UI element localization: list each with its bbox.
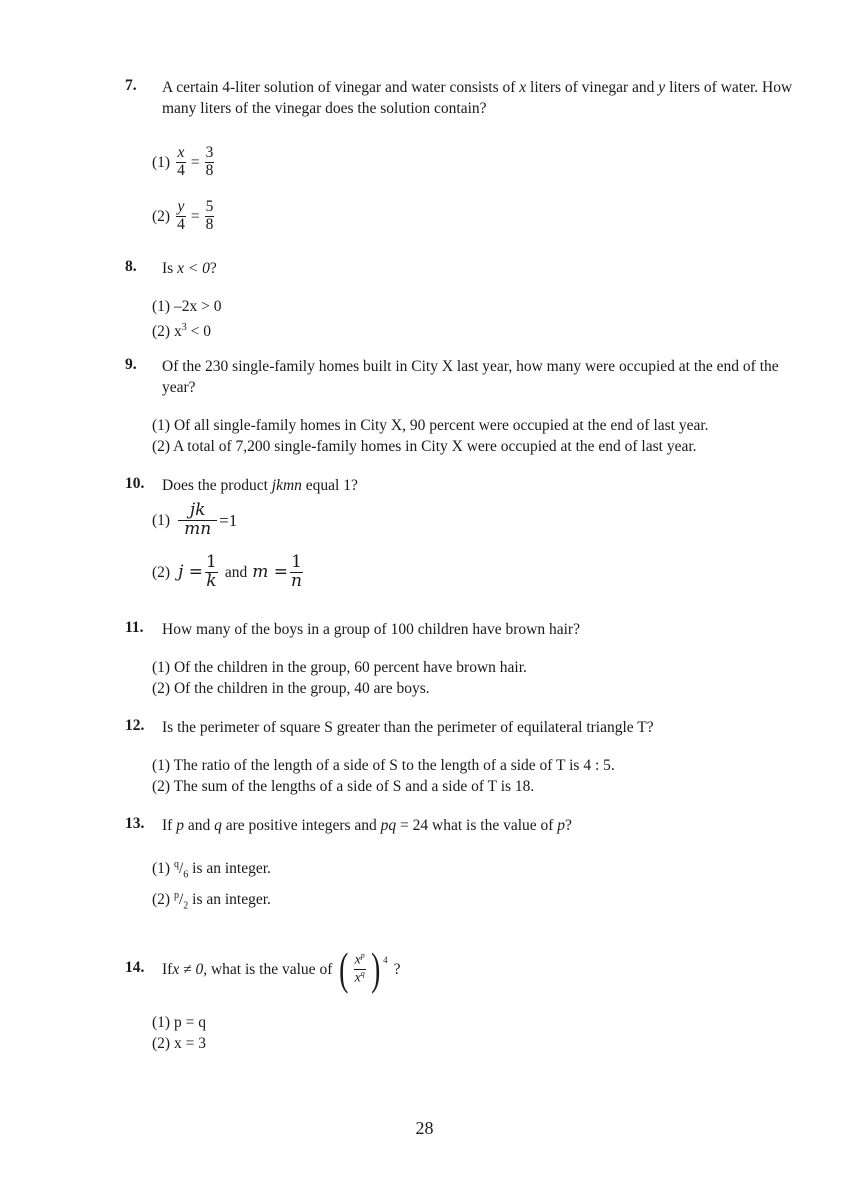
- option-2: (2) The sum of the lengths of a side of S and a side of T is 18.: [152, 778, 535, 795]
- question-number: 7.: [125, 77, 137, 94]
- question-12: [125, 717, 795, 797]
- option-2: (2) $x^3 < 0$: [152, 322, 211, 341]
- question-11: [125, 619, 795, 699]
- option-1: (1) Of the children in the group, 60 percent have brown hair.: [152, 659, 527, 676]
- question-number: 8.: [125, 258, 137, 275]
- option-2: (2) x = 3: [152, 1035, 206, 1052]
- question-7: [125, 77, 795, 243]
- option-2: (2) $\frac{y}{4}$ = $\frac{5}{8}$: [152, 198, 214, 233]
- question-13: [125, 815, 795, 917]
- question-number: 14.: [125, 959, 145, 976]
- options: [152, 496, 795, 600]
- question-text: A certain 4-liter solution of vinegar and water consists of x liters of vinegar and y liters of water. How many liters of the vinegar does the solution contain?: [162, 79, 793, 117]
- question-number: 13.: [125, 815, 145, 832]
- question-number: 12.: [125, 717, 145, 734]
- fraction: $\frac{x^p}{x^q}$: [354, 951, 365, 986]
- fraction: $\frac{5}{8}$: [205, 198, 214, 233]
- option-1: (1) p = q: [152, 1014, 206, 1031]
- options: [152, 657, 795, 699]
- option-1: (1) $^q/_6$ is an integer.: [152, 859, 271, 881]
- question-text: If p and q are positive integers and pq = 24 what is the value of p?: [162, 817, 572, 834]
- question-number: 10.: [125, 475, 145, 492]
- page-number: 28: [415, 1118, 434, 1138]
- option-1: (1) Of all single-family homes in City X, 90 percent were occupied at the end of last year.: [152, 417, 709, 434]
- options: [152, 135, 795, 243]
- question-text: Is x < 0?: [162, 260, 217, 277]
- option-1: (1) –2x > 0: [152, 298, 222, 315]
- option-2: (2) $^p/_2$ is an integer.: [152, 890, 271, 912]
- options: [152, 296, 795, 342]
- options: [152, 854, 795, 917]
- option-1: (1) The ratio of the length of a side of S to the length of a side of T is 4 : 5.: [152, 757, 615, 774]
- question-number: 11.: [125, 619, 144, 636]
- option-2: (2) j = $\frac{1}{k}$ and m = $\frac{1}{n}$: [152, 551, 302, 591]
- fraction: $\frac{jk}{mn}$: [178, 502, 217, 539]
- question-10: [125, 475, 795, 600]
- options: [152, 1012, 795, 1054]
- question-text: Of the 230 single-family homes built in City X last year, how many were occupied at the end of the year?: [162, 358, 779, 396]
- question-8: [125, 258, 795, 342]
- fraction: $\frac{1}{k}$: [206, 551, 217, 591]
- question-9: [125, 356, 795, 457]
- question-14: [125, 938, 795, 1054]
- power-expression: ( $\frac{x^p}{x^q}$ ) $^4$: [339, 943, 388, 994]
- option-1: (1) $\frac{jk}{mn}$ =1: [152, 499, 238, 539]
- options: [152, 755, 795, 797]
- fraction: $\frac{y}{4}$: [177, 198, 185, 233]
- question-number: 9.: [125, 356, 137, 373]
- option-2: (2) Of the children in the group, 40 are boys.: [152, 680, 430, 697]
- question-text: If x ≠ 0 , what is the value of ( $\frac{x^p}{x^q}$ ) $^4$ ?: [162, 943, 401, 994]
- question-text: Does the product jkmn equal 1?: [162, 477, 358, 494]
- fraction: $\frac{1}{n}$: [291, 551, 302, 591]
- option-2: (2) A total of 7,200 single-family homes in City X were occupied at the end of last year.: [152, 438, 697, 455]
- question-text: How many of the boys in a group of 100 children have brown hair?: [162, 621, 580, 638]
- question-text: Is the perimeter of square S greater than the perimeter of equilateral triangle T?: [162, 719, 654, 736]
- options: [152, 415, 795, 457]
- fraction: $\frac{x}{4}$: [177, 144, 185, 179]
- fraction: $\frac{3}{8}$: [205, 144, 214, 179]
- option-1: (1) $\frac{x}{4}$ = $\frac{3}{8}$: [152, 144, 214, 179]
